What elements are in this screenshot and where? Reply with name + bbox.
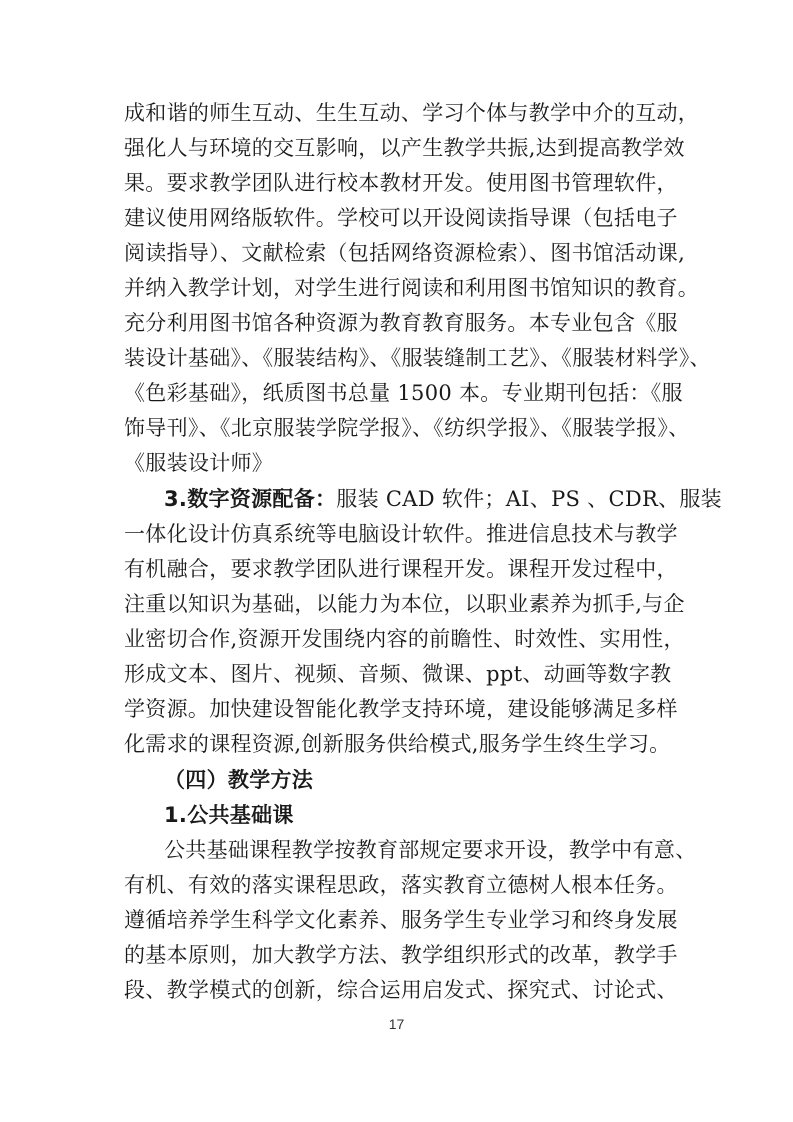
paragraph-line: 段、教学模式的创新，综合运用启发式、探究式、讨论式、 <box>124 978 678 1002</box>
subsection-heading: 1.公共基础课 <box>164 803 294 827</box>
page-number: 17 <box>388 1016 405 1032</box>
paragraph-line: 注重以知识为基础，以能力为本位，以职业素养为抓手,与企 <box>124 592 685 616</box>
paragraph-line: 形成文本、图片、视频、音频、微课、ppt、动画等数字教 <box>124 662 672 686</box>
paragraph-line: 有机、有效的落实课程思政，落实教育立德树人根本任务。 <box>124 873 678 897</box>
paragraph-line: 阅读指导）、文献检索（包括网络资源检索）、图书馆活动课, <box>124 241 686 265</box>
paragraph-line: 化需求的课程资源,创新服务供给模式,服务学生终生学习。 <box>124 732 671 756</box>
paragraph-line: 《色彩基础》，纸质图书总量 1500 本。专业期刊包括：《服 <box>124 381 683 405</box>
digital-resources-text: 服装 CAD 软件；AI、PS 、CDR、服装 <box>336 487 722 511</box>
paragraph-line: 公共基础课程教学按教育部规定要求开设，教学中有意、 <box>164 838 697 862</box>
paragraph-line: 遵循培养学生科学文化素养、服务学生专业学习和终身发展 <box>124 908 678 932</box>
paragraph-line: 充分利用图书馆各种资源为教育教育服务。本专业包含《服 <box>124 311 678 335</box>
digital-resources-first-line <box>164 482 734 516</box>
paragraph-line: 饰导刊》、《北京服装学院学报》、《纺织学报》、《服装学报》、 <box>124 416 690 440</box>
paragraph-line: 学资源。加快建设智能化教学支持环境，建设能够满足多样 <box>124 697 678 721</box>
section-heading: （四）教学方法 <box>164 768 314 792</box>
paragraph-line: 《服装设计师》 <box>124 451 274 475</box>
paragraph-line: 建议使用网络版软件。学校可以开设阅读指导课（包括电子 <box>124 206 678 230</box>
paragraph-line: 装设计基础》、《服装结构》、《服装缝制工艺》、《服装材料学》、 <box>124 346 711 370</box>
paragraph-line: 果。要求教学团队进行校本教材开发。使用图书管理软件， <box>124 171 678 195</box>
paragraph-line: 业密切合作,资源开发围绕内容的前瞻性、时效性、实用性， <box>124 627 685 651</box>
paragraph-line: 成和谐的师生互动、生生互动、学习个体与教学中介的互动， <box>124 101 700 125</box>
paragraph-line: 有机融合，要求教学团队进行课程开发。课程开发过程中， <box>124 557 678 581</box>
paragraph-line: 强化人与环境的交互影响，以产生教学共振,达到提高教学效 <box>124 136 685 160</box>
paragraph-line: 的基本原则，加大教学方法、教学组织形式的改革，教学手 <box>124 943 678 967</box>
paragraph-line: 并纳入教学计划，对学生进行阅读和利用图书馆知识的教育。 <box>124 276 700 300</box>
paragraph-line: 一体化设计仿真系统等电脑设计软件。推进信息技术与教学 <box>124 522 678 546</box>
digital-resources-label: 3.数字资源配备： <box>164 487 337 511</box>
